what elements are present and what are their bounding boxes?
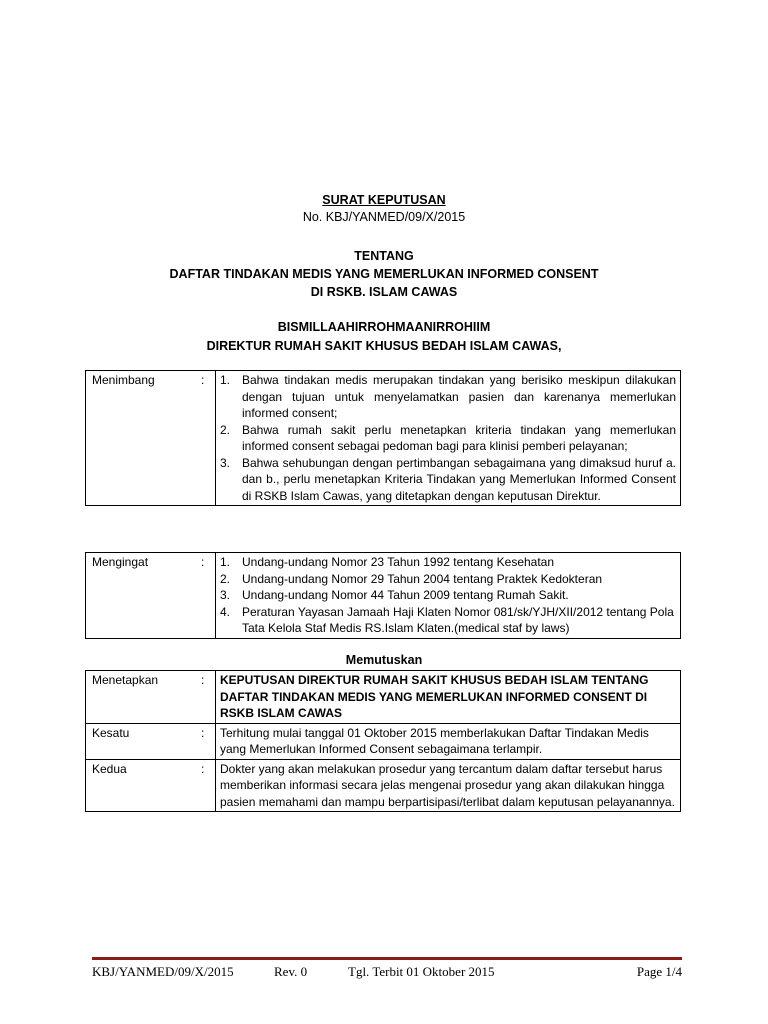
row-colon: : — [201, 671, 216, 724]
row-label: Menetapkan — [86, 671, 202, 724]
menimbang-label: Menimbang — [86, 371, 202, 506]
about-heading: TENTANG — [354, 249, 414, 263]
footer-page-number: Page 1/4 — [636, 964, 682, 979]
mengingat-item — [220, 604, 676, 637]
bismillah-line: BISMILLAAHIRROHMAANIRROHIIM — [277, 320, 491, 334]
table-row — [86, 723, 681, 759]
item-text: Bahwa sehubungan dengan pertimbangan sebagaimana yang dimaksud huruf a. dan b., perlu menetapkan Kriteria Tindakan yang Memerlukan Informed Consent di RSKB Islam Cawas, yang ditetapkan dengan keputusan Direktur. — [242, 455, 676, 503]
item-number: 3. — [220, 588, 231, 602]
menimbang-item — [220, 422, 676, 455]
item-number: 4. — [220, 604, 231, 619]
row-text: Terhitung mulai tanggal 01 Oktober 2015 memberlakukan Daftar Tindakan Medis yang Memerlukan Informed Consent sebagaimana terlampir. — [216, 723, 681, 759]
mengingat-item — [220, 571, 676, 588]
item-number: 1. — [220, 555, 231, 569]
table-row — [86, 671, 681, 724]
subject-line-2: DI RSKB. ISLAM CAWAS — [310, 285, 458, 299]
item-number: 2. — [220, 422, 231, 437]
row-colon: : — [201, 723, 216, 759]
mengingat-body — [216, 553, 681, 639]
director-line: DIREKTUR RUMAH SAKIT KHUSUS BEDAH ISLAM CAWAS, — [206, 339, 562, 353]
item-number: 2. — [220, 571, 231, 586]
mengingat-colon: : — [201, 553, 216, 639]
mengingat-table — [85, 552, 681, 639]
memutuskan-title: Memutuskan — [345, 653, 423, 667]
item-text: Undang-undang Nomor 23 Tahun 1992 tentang Kesehatan — [242, 555, 555, 569]
document-title: SURAT KEPUTUSAN — [322, 193, 446, 207]
subject-line-1: DAFTAR TINDAKAN MEDIS YANG MEMERLUKAN INFORMED CONSENT — [169, 267, 599, 281]
item-text: Undang-undang Nomor 29 Tahun 2004 tentang Praktek Kedokteran — [242, 571, 603, 586]
mengingat-item — [220, 587, 676, 604]
memutuskan-table — [85, 670, 681, 812]
item-number: 3. — [220, 455, 231, 470]
menimbang-colon: : — [201, 371, 216, 506]
item-text: Bahwa tindakan medis merupakan tindakan yang berisiko meskipun dilakukan dengan tujuan untuk menyelamatkan pasien dan karenanya memerlukan informed consent; — [242, 373, 676, 420]
page-footer — [92, 964, 682, 982]
mengingat-item — [220, 554, 676, 571]
item-text: Peraturan Yayasan Jamaah Haji Klaten Nomor 081/sk/YJH/XII/2012 tentang Pola Tata Kelola Staf Medis RS.Islam Klaten.(medical staf by laws) — [242, 604, 674, 635]
menimbang-item — [220, 455, 676, 505]
footer-issue-date: Tgl. Terbit 01 Oktober 2015 — [348, 964, 495, 979]
item-text: Bahwa rumah sakit perlu menetapkan kriteria tindakan yang memerlukan informed consent sebagai pedoman bagi para klinisi pemberi pelayanan; — [242, 422, 676, 453]
mengingat-label: Mengingat — [86, 553, 202, 639]
row-label: Kedua — [86, 759, 202, 812]
row-text: KEPUTUSAN DIREKTUR RUMAH SAKIT KHUSUS BEDAH ISLAM TENTANG DAFTAR TINDAKAN MEDIS YANG MEMERLUKAN INFORMED CONSENT DI RSKB ISLAM CAWAS — [216, 671, 681, 724]
item-number: 1. — [220, 373, 231, 387]
item-text: Undang-undang Nomor 44 Tahun 2009 tentang Rumah Sakit. — [242, 588, 569, 602]
document-number: No. KBJ/YANMED/09/X/2015 — [302, 210, 466, 224]
row-text: Dokter yang akan melakukan prosedur yang tercantum dalam daftar tersebut harus memberikan informasi secara jelas mengenai prosedur yang akan dilakukan hingga pasien memahami dan mampu berpartisipasi/terlibat dalam keputusan pelayanannya. — [216, 759, 681, 812]
row-label: Kesatu — [86, 723, 202, 759]
table-row — [86, 759, 681, 812]
footer-rule — [92, 957, 682, 960]
footer-doc-number: KBJ/YANMED/09/X/2015 — [92, 964, 234, 979]
menimbang-table — [85, 370, 681, 506]
row-colon: : — [201, 759, 216, 812]
footer-revision: Rev. 0 — [274, 964, 308, 979]
menimbang-body — [216, 371, 681, 506]
menimbang-item — [220, 372, 676, 422]
